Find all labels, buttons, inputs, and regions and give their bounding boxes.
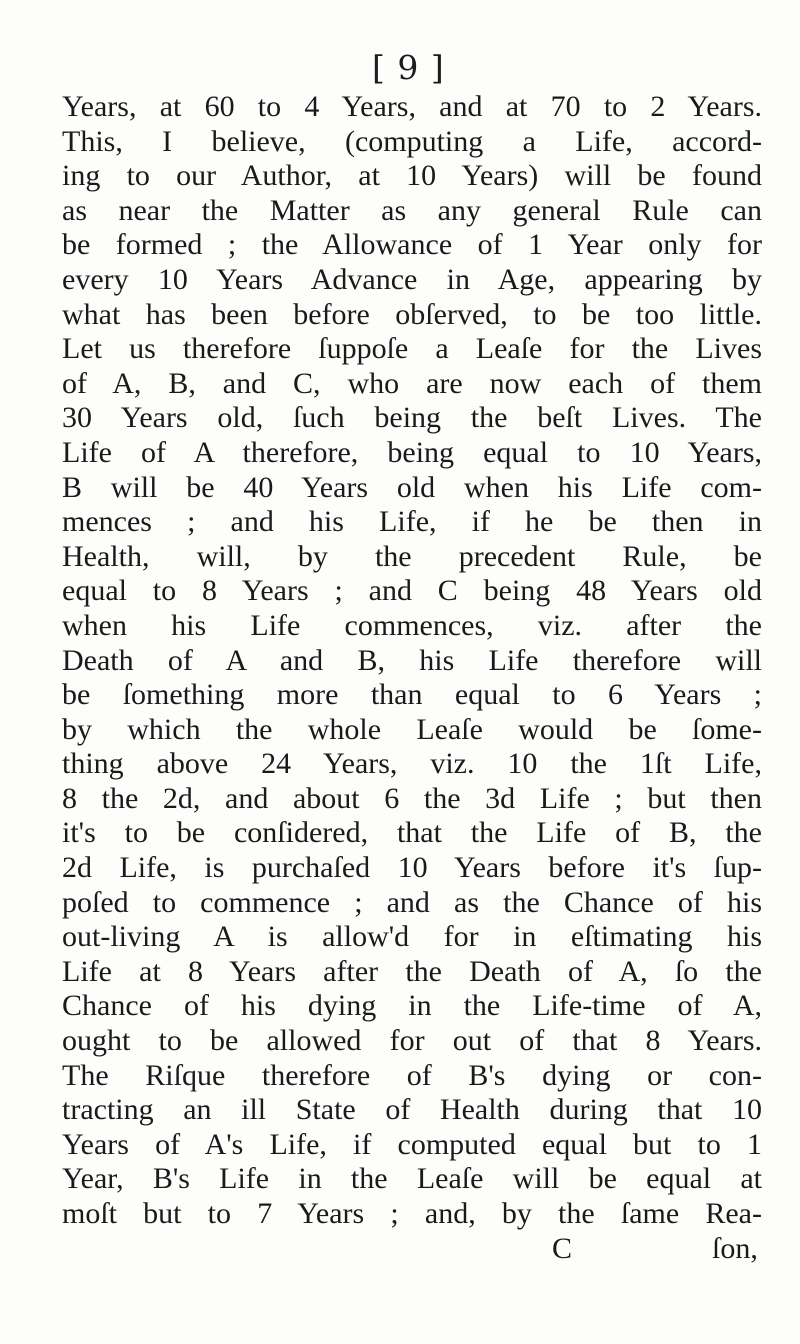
text-line: mences ; and his Life, if he be then in (62, 505, 762, 539)
text-line: 2d Life, is purchaſed 10 Years before it's ſup- (62, 851, 762, 885)
text-line: be ſomething more than equal to 6 Years ; (62, 678, 762, 712)
text-line: Let us therefore ſuppoſe a Leaſe for the Lives (62, 332, 762, 366)
catchword: ſon, (712, 1231, 758, 1265)
signature-mark: C (552, 1231, 573, 1265)
text-line: 30 Years old, ſuch being the beſt Lives. The (62, 401, 762, 435)
text-line: tracting an ill State of Health during that 10 (62, 1093, 762, 1127)
text-line: poſed to commence ; and as the Chance of his (62, 885, 762, 919)
text-line: ing to our Author, at 10 Years) will be found (62, 159, 762, 193)
text-line: every 10 Years Advance in Age, appearing by (62, 262, 762, 296)
text-line: Year, B's Life in the Leaſe will be equal at (62, 1162, 762, 1196)
text-line: Chance of his dying in the Life-time of A, (62, 989, 762, 1023)
body-text (62, 90, 762, 1266)
text-line: ought to be allowed for out of that 8 Years. (62, 1024, 762, 1058)
text-line: of A, B, and C, who are now each of them (62, 366, 762, 400)
footer-line (62, 1232, 762, 1267)
text-line: The Riſque therefore of B's dying or con- (62, 1058, 762, 1092)
text-line: Health, will, by the precedent Rule, be (62, 539, 762, 573)
text-line: when his Life commences, viz. after the (62, 608, 762, 642)
text-line: Years, at 60 to 4 Years, and at 70 to 2 Years. (62, 90, 762, 123)
text-line: out-living A is allow'd for in eſtimating his (62, 920, 762, 954)
text-line: B will be 40 Years old when his Life com- (62, 470, 762, 504)
text-line: by which the whole Leaſe would be ſome- (62, 712, 762, 746)
text-line: Death of A and B, his Life therefore will (62, 643, 762, 677)
text-line: thing above 24 Years, viz. 10 the 1ſt Life, (62, 747, 762, 781)
text-line: equal to 8 Years ; and C being 48 Years old (62, 574, 762, 608)
text-line: moſt but to 7 Years ; and, by the ſame Rea- (62, 1197, 762, 1230)
text-line: Life of A therefore, being equal to 10 Years, (62, 435, 762, 469)
text-line: as near the Matter as any general Rule can (62, 193, 762, 227)
text-line: be formed ; the Allowance of 1 Year only for (62, 228, 762, 262)
text-line: Life at 8 Years after the Death of A, ſo the (62, 954, 762, 988)
text-line: Years of A's Life, if computed equal but to 1 (62, 1127, 762, 1161)
page-number: [ 9 ] (372, 48, 445, 87)
text-line: what has been before obſerved, to be too little. (62, 297, 762, 331)
text-line: This, I believe, (computing a Life, accord- (62, 124, 762, 158)
text-line: it's to be conſidered, that the Life of B, the (62, 816, 762, 850)
text-line: 8 the 2d, and about 6 the 3d Life ; but then (62, 781, 762, 815)
